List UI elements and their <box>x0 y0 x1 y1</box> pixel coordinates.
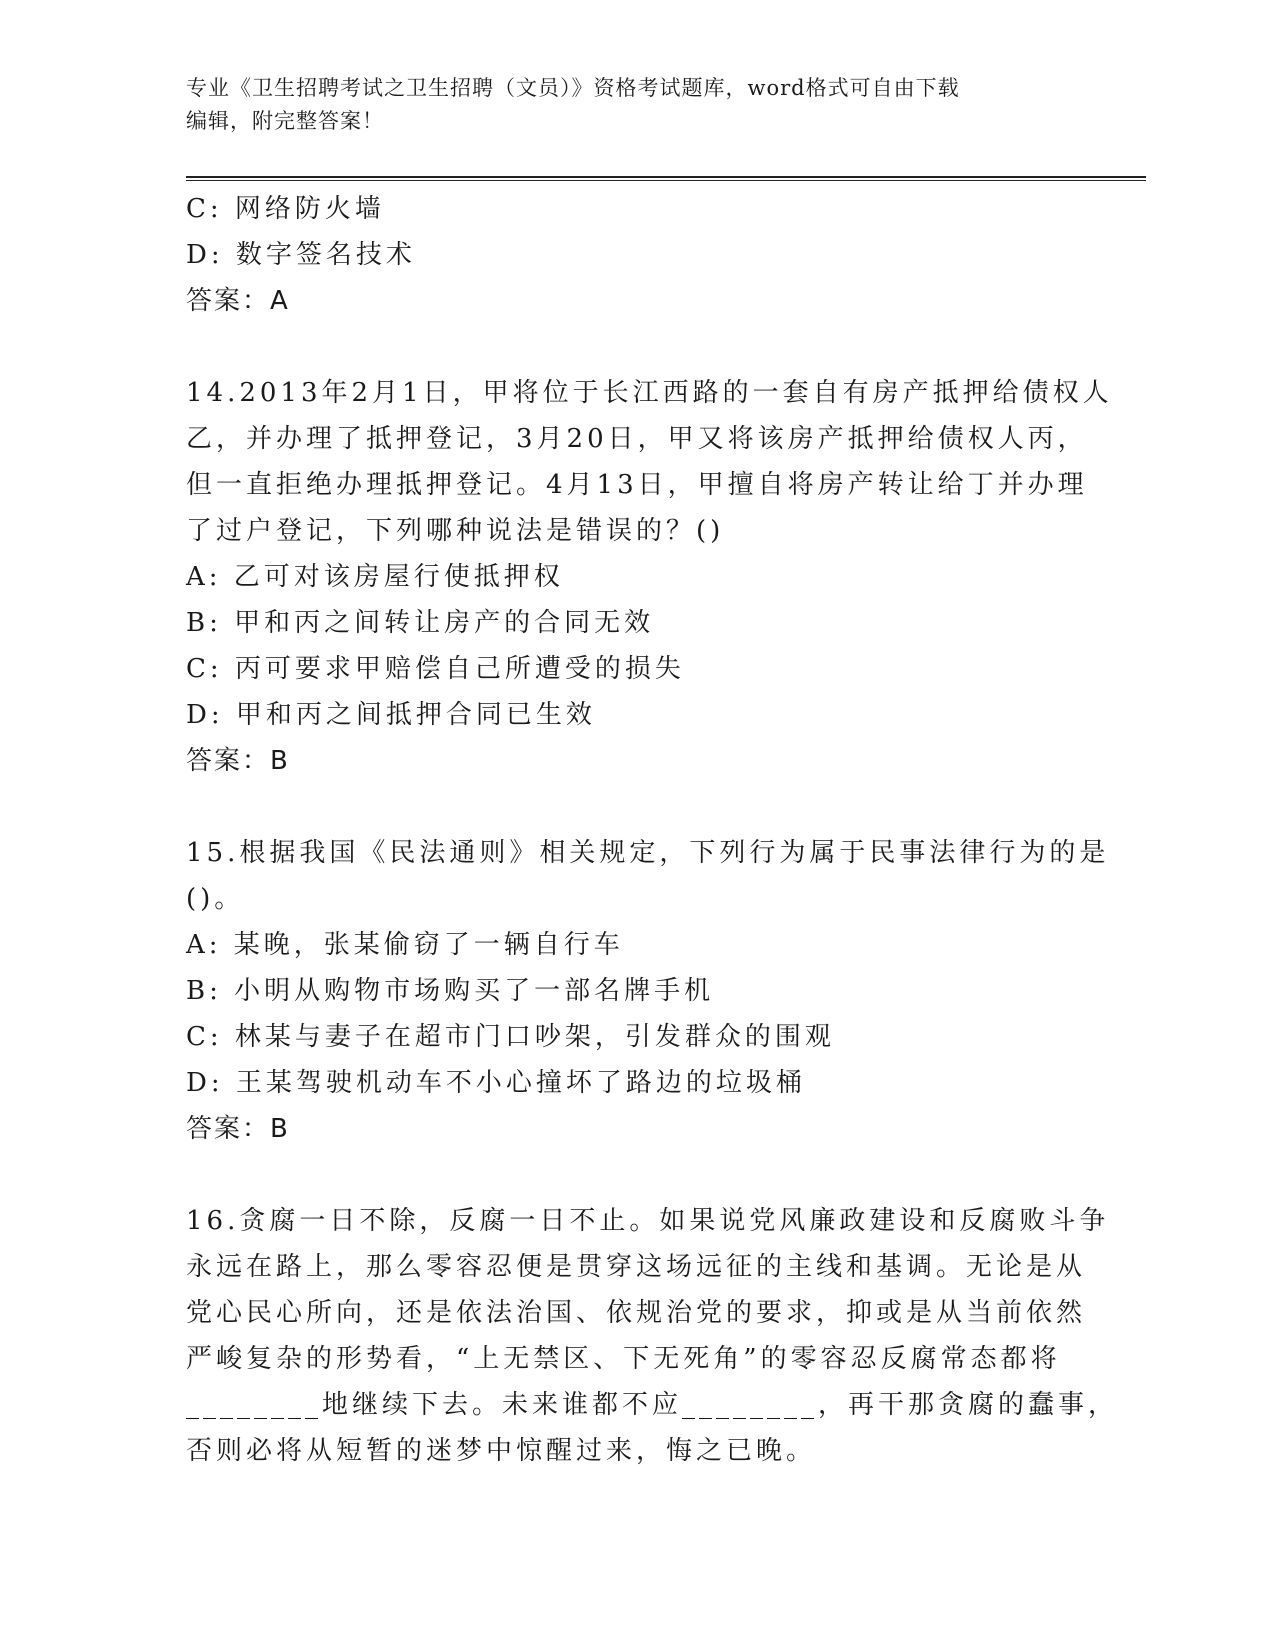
question-stem-line: ________地继续下去。未来谁都不应________，再干那贪腐的蠢事， <box>186 1390 1119 1420</box>
option-a: A: 乙可对该房屋行使抵押权 <box>186 562 564 592</box>
option-c: C: 丙可要求甲赔偿自己所遭受的损失 <box>186 654 685 684</box>
document-header <box>186 72 1086 138</box>
answer-line: 答案：B <box>186 746 290 776</box>
question-stem-line: 14.2013年2月1日，甲将位于长江西路的一套自有房产抵押给债权人 <box>186 378 1113 408</box>
question-stem-line: 永远在路上，那么零容忍便是贯穿这场远征的主线和基调。无论是从 <box>186 1252 1087 1282</box>
header-line: 编辑，附完整答案！ <box>186 109 384 133</box>
question-stem-line: 了过户登记，下列哪种说法是错误的？() <box>186 516 725 546</box>
header-line: 专业《卫生招聘考试之卫生招聘（文员）》资格考试题库，word格式可自由下载 <box>186 76 960 100</box>
question-stem-line: 严峻复杂的形势看，“上无禁区、下无死角”的零容忍反腐常态都将 <box>186 1344 1061 1374</box>
question-stem-line: 但一直拒绝办理抵押登记。4月13日，甲擅自将房产转让给丁并办理 <box>186 470 1088 500</box>
question-stem-line: 16.贪腐一日不除，反腐一日不止。如果说党风廉政建设和反腐败斗争 <box>186 1206 1110 1236</box>
option-b: B: 甲和丙之间转让房产的合同无效 <box>186 608 655 638</box>
answer-line: 答案：A <box>186 286 290 316</box>
option-d: D: 甲和丙之间抵押合同已生效 <box>186 700 596 730</box>
answer-line: 答案：B <box>186 1114 290 1144</box>
option-d: D: 数字签名技术 <box>186 240 416 270</box>
option-b: B: 小明从购物市场购买了一部名牌手机 <box>186 976 715 1006</box>
option-d: D: 王某驾驶机动车不小心撞坏了路边的垃圾桶 <box>186 1068 806 1098</box>
option-a: A: 某晚，张某偷窃了一辆自行车 <box>186 930 624 960</box>
question-stem-line: ()。 <box>186 884 245 914</box>
question-stem-line: 15.根据我国《民法通则》相关规定，下列行为属于民事法律行为的是 <box>186 838 1110 868</box>
option-c: C: 林某与妻子在超市门口吵架，引发群众的围观 <box>186 1022 835 1052</box>
document-body <box>186 186 1119 1474</box>
question-stem-line: 否则必将从短暂的迷梦中惊醒过来，悔之已晚。 <box>186 1436 817 1466</box>
option-c: C: 网络防火墙 <box>186 194 385 224</box>
question-stem-line: 党心民心所向，还是依法治国、依规治党的要求，抑或是从当前依然 <box>186 1298 1087 1328</box>
question-stem-line: 乙，并办理了抵押登记，3月20日，甲又将该房产抵押给债权人丙， <box>186 424 1088 454</box>
header-divider <box>186 176 1146 181</box>
